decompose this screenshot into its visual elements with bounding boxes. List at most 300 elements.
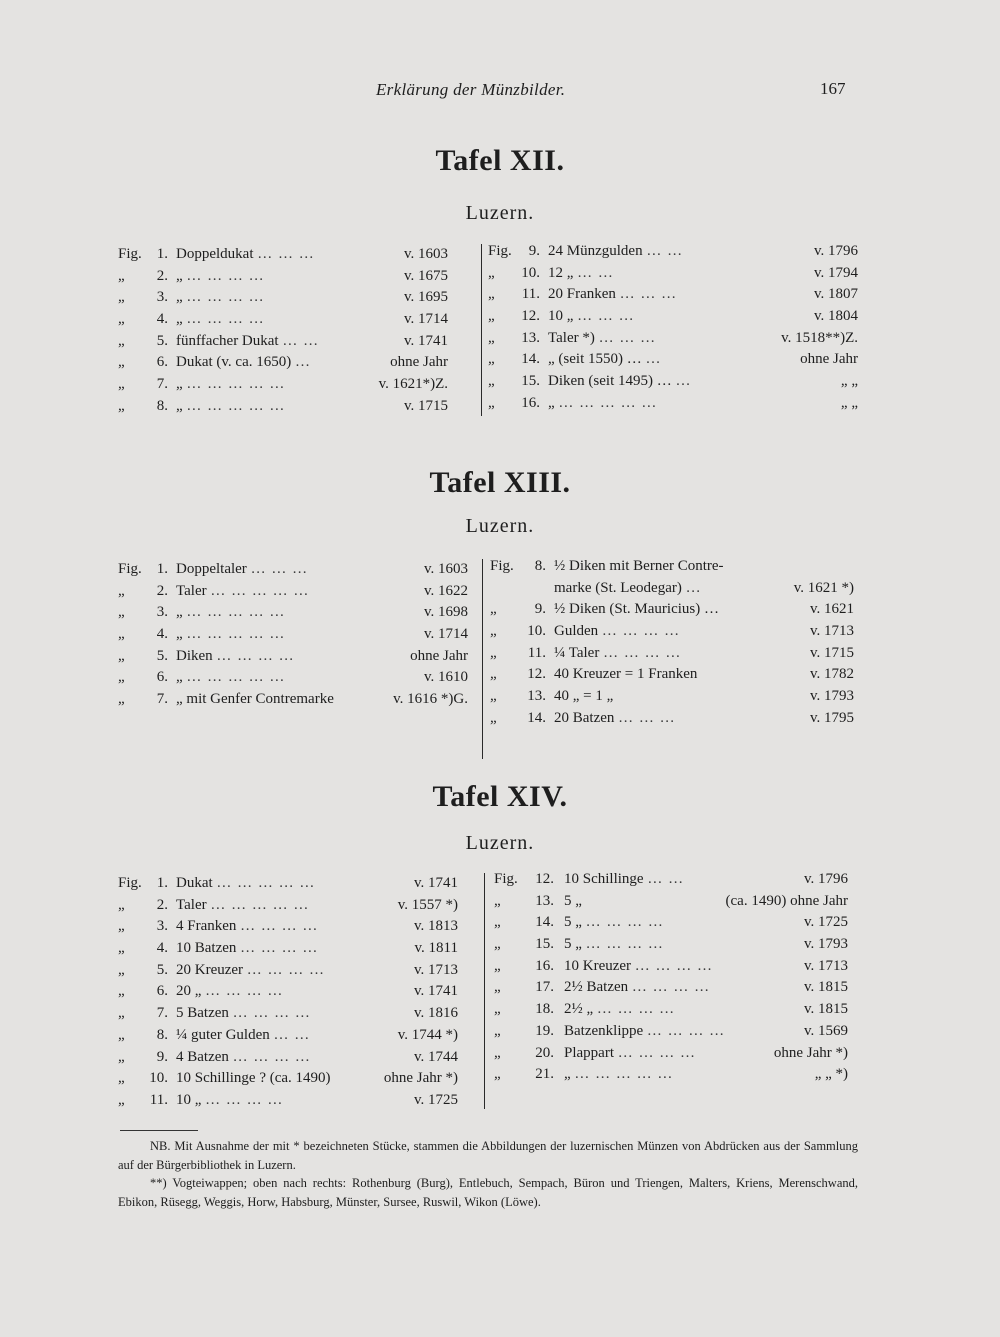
fig-label: „ — [118, 691, 125, 708]
fig-label: „ — [118, 1091, 125, 1108]
tafel-heading: Tafel XIV. — [432, 780, 568, 813]
description-text: 10 „ — [176, 1091, 202, 1108]
coin-description — [554, 599, 719, 621]
coin-description — [176, 646, 295, 668]
coin-description — [176, 895, 309, 917]
coin-description — [176, 1047, 311, 1069]
coin-description — [176, 602, 285, 624]
city-heading: Luzern. — [465, 515, 535, 537]
coin-description — [554, 708, 676, 730]
coin-description — [548, 306, 635, 328]
fig-number: 16. — [535, 957, 554, 974]
description-text: „ — [176, 376, 183, 393]
coin-date: v. 1744 — [413, 1048, 458, 1065]
dot-leaders: … … … … — [232, 1005, 311, 1022]
fig-number: 7. — [156, 1005, 168, 1022]
coin-description — [548, 241, 683, 263]
fig-label: „ — [494, 1044, 501, 1061]
coin-date: v. 1698 — [423, 604, 468, 621]
description-text: 10 Schillinge — [564, 871, 644, 887]
description-text: „ — [176, 604, 183, 621]
dot-leaders: … … … … — [246, 961, 326, 978]
dot-leaders: … … — [577, 264, 614, 281]
list-item — [488, 306, 860, 328]
fig-number: 8. — [534, 558, 546, 574]
dot-leaders: … … … … — [186, 311, 265, 328]
dot-leaders: … … — [647, 871, 685, 887]
coin-description — [554, 621, 680, 643]
fig-label: „ — [494, 1022, 501, 1039]
column-divider — [481, 244, 482, 416]
coin-description — [176, 624, 285, 646]
fig-label: „ — [488, 286, 495, 303]
list-item — [118, 916, 463, 938]
fig-label: „ — [490, 601, 497, 618]
coin-description — [176, 981, 283, 1003]
coin-description — [554, 556, 724, 578]
list-item — [488, 263, 860, 285]
fig-number: 9. — [528, 243, 540, 259]
coin-date: v. 1621 — [809, 601, 854, 618]
description-text: „ — [176, 669, 183, 686]
fig-number: 1. — [156, 561, 168, 577]
coin-date: v. 1714 — [403, 311, 448, 328]
list-item — [118, 1025, 463, 1047]
city-heading: Luzern. — [465, 832, 535, 854]
description-text: 12 „ — [548, 264, 574, 281]
coin-description — [176, 559, 308, 581]
description-text: 20 Batzen — [554, 709, 615, 726]
list-item — [490, 664, 855, 686]
list-item — [118, 624, 478, 646]
fig-label: „ — [118, 1070, 125, 1087]
list-item — [488, 328, 860, 350]
coin-date: v. 1610 — [423, 669, 468, 686]
dot-leaders: … … … … — [617, 1044, 696, 1061]
coin-date: v. 1518**)Z. — [781, 329, 858, 346]
dot-leaders: … … — [646, 243, 684, 259]
coin-date: v. 1804 — [813, 308, 858, 325]
coin-date: v. 1795 — [809, 709, 854, 726]
coin-date: v. 1557 *) — [397, 896, 458, 913]
coin-date: v. 1715 — [809, 644, 854, 661]
description-text: 10 Schillinge ? (ca. 1490) — [176, 1070, 331, 1087]
fig-number: 14. — [521, 351, 540, 368]
coin-date: v. 1603 — [403, 246, 448, 262]
fig-label: „ — [118, 604, 125, 621]
fig-number: 1. — [156, 246, 168, 262]
fig-number: 15. — [535, 936, 554, 953]
dot-leaders: … … … … — [646, 1022, 726, 1039]
description-text: „ — [176, 267, 183, 284]
fig-label: „ — [118, 289, 125, 306]
fig-label: „ — [494, 914, 501, 931]
coin-description — [564, 934, 664, 956]
dot-leaders: … … … — [250, 561, 309, 577]
description-text: 5 Batzen — [176, 1005, 229, 1022]
coin-description — [176, 689, 334, 711]
list-item — [494, 977, 854, 999]
coin-date: (ca. 1490) ohne Jahr — [725, 892, 848, 909]
fig-label: „ — [118, 918, 125, 935]
coin-date: „ „ — [840, 394, 858, 411]
list-item — [118, 309, 453, 331]
fig-number: 13. — [535, 892, 554, 909]
dot-leaders: … … … … — [601, 623, 681, 640]
list-item — [494, 934, 854, 956]
description-text: Doppeldukat — [176, 246, 254, 262]
fig-number: 4. — [156, 940, 168, 957]
description-text: 5 „ — [564, 936, 582, 953]
fig-number: 6. — [156, 354, 168, 371]
fig-number: 5. — [156, 332, 168, 349]
coin-date: v. 1622 — [423, 582, 468, 599]
footnote-nb: NB. Mit Ausnahme der mit * bezeichneten Stücke, stammen die Abbildungen der luzernischen Münzen von Abdrücken aus der Sammlung auf der Bürgerbibliothek in Luzern. — [118, 1139, 858, 1172]
dot-leaders: … — [685, 579, 702, 596]
fig-number: 10. — [527, 623, 546, 640]
figure-list-right — [490, 556, 855, 730]
description-text: 24 Münzgulden — [548, 243, 643, 259]
dot-leaders: … … … … — [186, 267, 265, 284]
fig-label: „ — [488, 394, 495, 411]
dot-leaders: … … … … … — [558, 394, 658, 411]
list-item — [118, 646, 478, 668]
fig-number: 11. — [527, 644, 546, 661]
coin-description — [564, 912, 664, 934]
fig-number: 3. — [156, 604, 168, 621]
dot-leaders: … … … … … — [216, 875, 316, 891]
list-item — [490, 578, 855, 600]
fig-label: „ — [494, 936, 501, 953]
description-text: marke (St. Leodegar) — [554, 579, 682, 596]
fig-number: 11. — [149, 1091, 168, 1108]
dot-leaders: … … … … … — [210, 582, 310, 599]
dot-leaders: … … … … … — [574, 1066, 674, 1083]
dot-leaders: … … … … — [585, 936, 664, 953]
list-item — [488, 349, 860, 371]
list-item — [118, 895, 463, 917]
description-text: 2½ Batzen — [564, 979, 629, 996]
coin-date: v. 1744 *) — [397, 1026, 458, 1043]
footnotes — [118, 1137, 858, 1211]
coin-date: v. 1695 — [403, 289, 448, 306]
list-item — [494, 1021, 854, 1043]
fig-number: 14. — [527, 709, 546, 726]
figure-list-left — [118, 873, 463, 1112]
coin-description — [176, 287, 265, 309]
list-item — [494, 891, 854, 913]
fig-label: Fig. — [494, 871, 518, 887]
dot-leaders: … — [675, 373, 692, 390]
dot-leaders: … … … … … — [186, 669, 286, 686]
coin-description — [554, 664, 697, 686]
fig-label: „ — [488, 351, 495, 368]
fig-number: 15. — [521, 373, 540, 390]
fig-label: „ — [118, 267, 125, 284]
list-item — [494, 956, 854, 978]
coin-date: v. 1811 — [414, 940, 458, 957]
description-text: 2½ „ — [564, 1001, 594, 1018]
fig-label: „ — [118, 582, 125, 599]
description-text: „ — [564, 1066, 571, 1083]
coin-date: v. 1815 — [803, 979, 848, 996]
fig-label: „ — [118, 1005, 125, 1022]
dot-leaders: … … … — [257, 246, 315, 262]
list-item — [118, 287, 453, 309]
list-item — [494, 912, 854, 934]
dot-leaders: … … — [273, 1026, 311, 1043]
fig-number: 2. — [156, 896, 168, 913]
description-text: Gulden — [554, 623, 599, 640]
column-divider — [484, 873, 485, 1109]
list-item — [494, 869, 854, 891]
fig-number: 8. — [156, 1026, 168, 1043]
description-text: Taler — [176, 582, 207, 599]
coin-date: v. 1813 — [413, 918, 458, 935]
coin-date: v. 1713 — [809, 623, 854, 640]
dot-leaders: … … … … — [585, 914, 664, 931]
coin-description — [176, 266, 265, 288]
list-item — [490, 599, 855, 621]
list-item — [118, 1068, 463, 1090]
coin-description — [548, 393, 657, 415]
coin-description — [554, 686, 613, 708]
dot-leaders: … … … … — [631, 979, 711, 996]
coin-date: v. 1713 — [413, 961, 458, 978]
fig-number: 2. — [156, 267, 168, 284]
description-text: 10 Kreuzer — [564, 957, 632, 974]
dot-leaders: … … … … … — [186, 604, 286, 621]
description-text: „ (seit 1550) … — [548, 351, 642, 368]
fig-number: 10. — [149, 1070, 168, 1087]
list-item — [118, 873, 463, 895]
dot-leaders: … … … … — [232, 1048, 311, 1065]
tafel-heading: Tafel XIII. — [429, 466, 571, 499]
description-text: Diken (seit 1495) … — [548, 373, 672, 390]
dot-leaders: … … … … — [186, 289, 265, 306]
figure-list-right — [488, 241, 860, 415]
fig-label: „ — [494, 892, 501, 909]
fig-number: 13. — [527, 688, 546, 705]
description-text: 20 „ — [176, 983, 202, 1000]
coin-date: v. 1782 — [809, 666, 854, 683]
fig-label: „ — [118, 311, 125, 328]
list-item — [118, 581, 478, 603]
list-item — [494, 1043, 854, 1065]
coin-date: v. 1713 — [803, 957, 848, 974]
fig-label: „ — [488, 329, 495, 346]
coin-description — [564, 869, 684, 891]
dot-leaders: … … … — [618, 709, 676, 726]
dot-leaders: … … … … … — [186, 376, 286, 393]
description-text: fünffacher Dukat — [176, 332, 279, 349]
fig-number: 13. — [521, 329, 540, 346]
coin-description — [554, 643, 681, 665]
coin-description — [548, 263, 614, 285]
fig-label: Fig. — [490, 558, 514, 574]
tafel-heading: Tafel XII. — [435, 144, 565, 177]
coin-date: ohne Jahr — [800, 351, 858, 368]
coin-date: v. 1796 — [813, 243, 858, 259]
coin-date: v. 1714 — [423, 626, 468, 643]
fig-label: „ — [490, 688, 497, 705]
fig-number: 11. — [521, 286, 540, 303]
fig-label: „ — [118, 983, 125, 1000]
dot-leaders: … … … … … — [210, 896, 310, 913]
fig-label: „ — [118, 669, 125, 686]
fig-label: „ — [488, 264, 495, 281]
coin-date: v. 1793 — [803, 936, 848, 953]
dot-leaders: … … … … — [216, 647, 295, 664]
figure-list-left — [118, 559, 478, 711]
coin-description — [564, 1064, 673, 1086]
coin-description — [176, 873, 315, 895]
fig-label: „ — [118, 397, 125, 414]
list-item — [118, 559, 478, 581]
description-text: 10 Batzen — [176, 940, 237, 957]
description-text: „ — [176, 289, 183, 306]
list-item — [118, 352, 453, 374]
coin-date: v. 1815 — [803, 1001, 848, 1018]
coin-date: v. 1725 — [803, 914, 848, 931]
dot-leaders: … … … — [598, 329, 657, 346]
fig-number: 14. — [535, 914, 554, 931]
description-text: „ — [176, 626, 183, 643]
list-item — [488, 241, 860, 263]
fig-label: „ — [118, 647, 125, 664]
fig-number: 12. — [527, 666, 546, 683]
dot-leaders: … … … — [577, 308, 635, 325]
figure-list-left — [118, 244, 453, 418]
fig-label: Fig. — [118, 561, 142, 577]
coin-date: v. 1807 — [813, 286, 858, 303]
description-text: Diken — [176, 647, 213, 664]
dot-leaders: … … — [282, 332, 320, 349]
column-divider — [482, 559, 483, 759]
dot-leaders: … … … — [619, 286, 678, 303]
coin-description — [548, 328, 656, 350]
fig-label: „ — [118, 961, 125, 978]
coin-date: ohne Jahr — [390, 354, 448, 371]
fig-number: 20. — [535, 1044, 554, 1061]
list-item — [490, 621, 855, 643]
dot-leaders: … — [645, 351, 662, 368]
fig-number: 4. — [156, 626, 168, 643]
description-text: Batzenklippe — [564, 1022, 644, 1039]
list-item — [118, 266, 453, 288]
coin-description — [176, 667, 285, 689]
fig-label: „ — [118, 1026, 125, 1043]
fig-label: „ — [118, 940, 125, 957]
fig-label: „ — [488, 308, 495, 325]
list-item — [118, 1047, 463, 1069]
fig-label: „ — [118, 1048, 125, 1065]
dot-leaders: … … … … — [603, 644, 682, 661]
fig-number: 19. — [535, 1022, 554, 1039]
coin-description — [176, 352, 311, 374]
description-text: 20 Kreuzer — [176, 961, 244, 978]
fig-number: 1. — [156, 875, 168, 891]
fig-number: 6. — [156, 669, 168, 686]
coin-date: v. 1621*)Z. — [378, 376, 448, 393]
coin-date: v. 1715 — [403, 397, 448, 414]
fig-number: 7. — [156, 691, 168, 708]
description-text: „ — [176, 397, 183, 414]
coin-description — [176, 1003, 311, 1025]
coin-description — [554, 578, 702, 600]
coin-date: v. 1569 — [803, 1022, 848, 1039]
fig-label: Fig. — [118, 246, 142, 262]
list-item — [118, 689, 478, 711]
description-text: ¼ guter Gulden — [176, 1026, 270, 1043]
fig-label: „ — [494, 1066, 501, 1083]
dot-leaders: … … … … — [634, 957, 714, 974]
list-item — [118, 938, 463, 960]
dot-leaders: … … … … — [240, 918, 319, 935]
list-item — [118, 1090, 463, 1112]
coin-date: v. 1741 — [413, 875, 458, 891]
fig-label: „ — [490, 666, 497, 683]
description-text: ½ Diken mit Berner Contre- — [554, 558, 724, 574]
fig-number: 12. — [535, 871, 554, 887]
list-item — [118, 602, 478, 624]
figure-list-right — [494, 869, 854, 1086]
fig-number: 9. — [534, 601, 546, 618]
description-text: „ — [548, 394, 555, 411]
coin-date: „ „ *) — [814, 1066, 848, 1083]
description-text: 4 Batzen — [176, 1048, 229, 1065]
fig-number: 4. — [156, 311, 168, 328]
coin-description — [176, 374, 285, 396]
coin-description — [548, 371, 691, 393]
description-text: 4 Franken — [176, 918, 237, 935]
fig-number: 12. — [521, 308, 540, 325]
coin-description — [548, 284, 677, 306]
description-text: Taler *) — [548, 329, 595, 346]
fig-label: „ — [494, 1001, 501, 1018]
description-text: 5 „ — [564, 892, 582, 909]
fig-number: 18. — [535, 1001, 554, 1018]
coin-description — [564, 891, 582, 913]
coin-date: v. 1796 — [803, 871, 848, 887]
list-item — [490, 686, 855, 708]
list-item — [490, 643, 855, 665]
coin-date: ohne Jahr *) — [773, 1044, 848, 1061]
fig-label: „ — [118, 332, 125, 349]
list-item — [118, 396, 453, 418]
fig-number: 5. — [156, 647, 168, 664]
fig-number: 9. — [156, 1048, 168, 1065]
fig-number: 2. — [156, 582, 168, 599]
coin-date: v. 1675 — [403, 267, 448, 284]
list-item — [494, 1064, 854, 1086]
running-title: Erklärung der Münzbilder. — [376, 80, 566, 99]
fig-label: „ — [118, 354, 125, 371]
fig-label: „ — [494, 957, 501, 974]
list-item — [118, 960, 463, 982]
fig-number: 3. — [156, 289, 168, 306]
description-text: Dukat — [176, 875, 213, 891]
fig-label: „ — [490, 623, 497, 640]
coin-description — [176, 581, 309, 603]
coin-date: v. 1725 — [413, 1091, 458, 1108]
coin-date: ohne Jahr — [410, 647, 468, 664]
fig-number: 7. — [156, 376, 168, 393]
list-item — [118, 374, 453, 396]
description-text: Dukat (v. ca. 1650) — [176, 354, 292, 371]
fig-label: „ — [490, 709, 497, 726]
page-number: 167 — [820, 79, 846, 98]
